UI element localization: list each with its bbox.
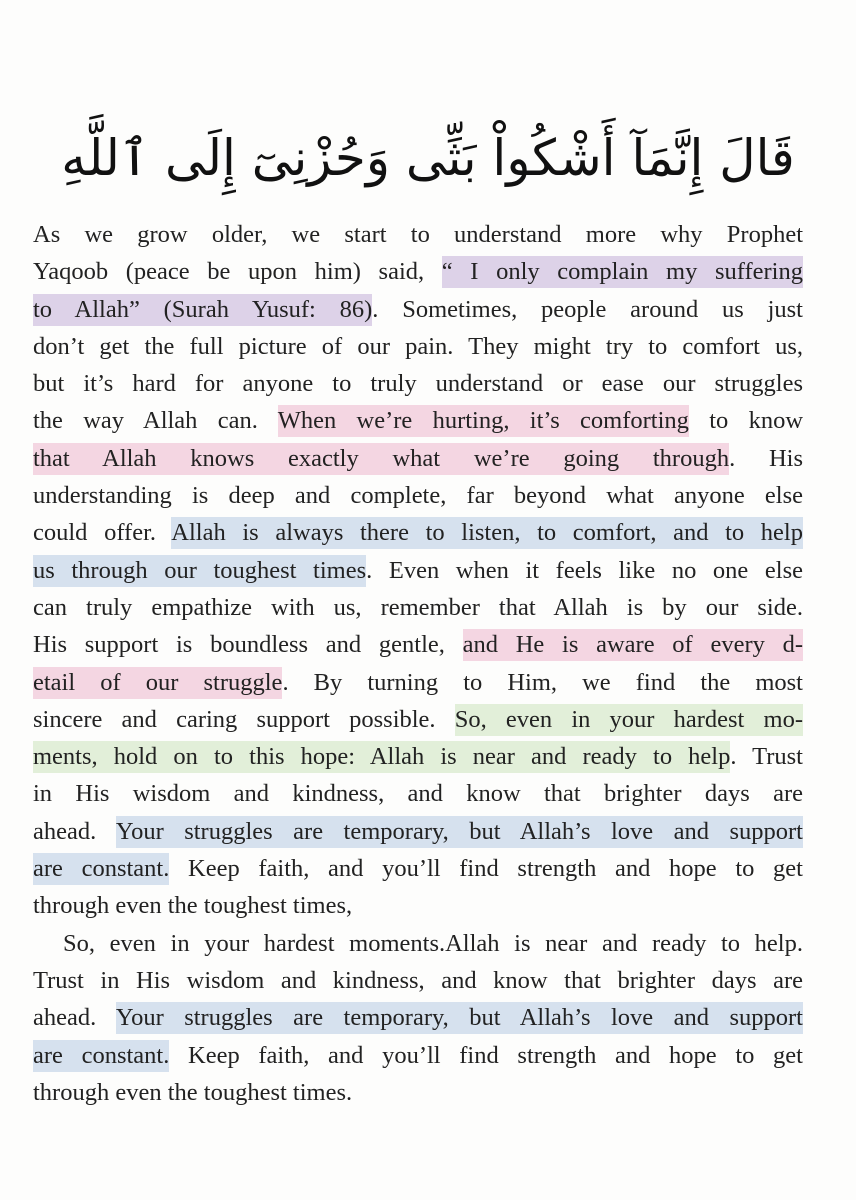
text-line [33, 440, 803, 477]
text-line [33, 626, 803, 663]
text-line [33, 552, 803, 589]
highlight-purple: to Allah” (Surah Yusuf: 86) [33, 294, 372, 326]
text-segment: So, even in your hardest moments.Allah is near and ready to help. [63, 929, 803, 957]
highlight-blue: Allah is always there to listen, to comfort, and to help [171, 517, 803, 549]
text-segment: through even the toughest times. [33, 1078, 353, 1106]
highlight-green: So, even in your hardest mo- [455, 704, 803, 736]
highlight-blue: Your struggles are temporary, but Allah’s love and support [116, 816, 803, 848]
text-segment: ahead. [33, 817, 116, 845]
text-segment: As we grow older, we start to understand more why Prophet [33, 221, 803, 248]
text-line [33, 701, 803, 738]
text-line [33, 813, 803, 850]
text-line [33, 1074, 803, 1111]
text-line [33, 738, 803, 775]
text-line [33, 514, 803, 551]
text-segment: through even the toughest times, [33, 892, 353, 920]
text-line [33, 216, 803, 253]
highlight-blue: are constant. [33, 1040, 169, 1072]
text-segment: ahead. [33, 1004, 116, 1032]
text-line [33, 775, 803, 812]
text-line [33, 999, 803, 1036]
text-segment: His support is boundless and gentle, [33, 631, 463, 659]
text-segment: . Trust [730, 743, 803, 771]
text-segment: the way Allah can. [33, 407, 278, 435]
text-segment: could offer. [33, 519, 172, 547]
text-line [33, 328, 803, 365]
highlight-pink: that Allah knows exactly what we’re going through [33, 443, 729, 475]
text-segment: can truly empathize with us, remember that Allah is by our side. [33, 593, 803, 621]
text-segment: . Sometimes, people around us just [372, 295, 803, 323]
highlight-blue: are constant. [33, 853, 169, 885]
highlight-blue: us through our toughest times [33, 555, 366, 587]
text-segment: Yaqoob (peace be upon him) said, [33, 258, 442, 286]
highlight-pink: When we’re hurting, it’s comforting [278, 405, 689, 437]
passage-text [33, 216, 803, 1111]
text-segment: don’t get the full picture of our pain. They might try to comfort us, [33, 332, 803, 360]
text-segment: but it’s hard for anyone to truly understand or ease our struggles [33, 370, 803, 398]
text-segment: Trust in His wisdom and kindness, and know that brighter days are [33, 966, 803, 994]
highlight-green: ments, hold on to this hope: Allah is near and ready to help [33, 741, 730, 773]
text-segment: . Even when it feels like no one else [366, 556, 803, 584]
text-line [33, 365, 803, 402]
text-line [33, 291, 803, 328]
text-line [33, 402, 803, 439]
text-line [33, 1037, 803, 1074]
text-segment: sincere and caring support possible. [33, 705, 455, 733]
text-segment: understanding is deep and complete, far beyond what anyone else [33, 482, 803, 510]
text-line [33, 477, 803, 514]
text-segment: Keep faith, and you’ll find strength and hope to get [169, 1041, 803, 1069]
text-line [33, 850, 803, 887]
text-segment: Keep faith, and you’ll find strength and hope to get [169, 855, 803, 883]
text-line [33, 664, 803, 701]
highlight-purple: “ I only complain my suffering [442, 256, 803, 288]
text-line [33, 589, 803, 626]
text-line [33, 925, 803, 962]
text-segment: in His wisdom and kindness, and know that brighter days are [33, 780, 803, 808]
text-segment: to know [688, 407, 804, 435]
text-segment: . His [729, 444, 803, 472]
text-segment: . By turning to Him, we find the most [282, 668, 803, 696]
text-line [33, 887, 803, 924]
quran-verse: قَالَ إِنَّمَآ أَشْكُواْ بَثِّى وَحُزْنِىٓ إِلَى ٱللَّهِ [61, 129, 795, 187]
highlight-blue: Your struggles are temporary, but Allah’s love and support [116, 1002, 803, 1034]
highlight-pink: and He is aware of every d- [463, 629, 803, 661]
highlight-pink: etail of our struggle [33, 667, 282, 699]
text-line [33, 253, 803, 290]
text-line [33, 962, 803, 999]
